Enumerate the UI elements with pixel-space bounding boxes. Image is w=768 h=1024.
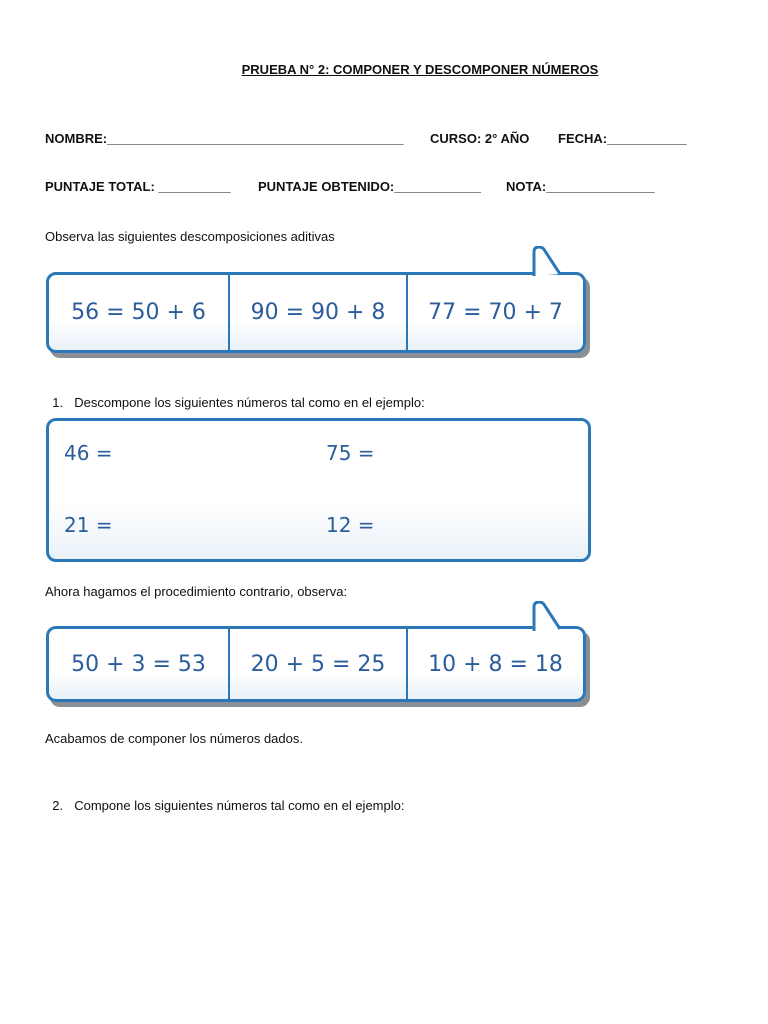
example-decomposition-3: 77 = 70 + 7 [406,275,583,350]
nota-field[interactable]: NOTA:_______________ [506,179,655,194]
curso-label: CURSO: 2° AÑO [430,131,530,146]
exercise-item-21[interactable]: 21 = [64,513,113,537]
example-composition-3: 10 + 8 = 18 [406,629,583,699]
page-title: PRUEBA N° 2: COMPONER Y DESCOMPONER NÚMEROS [241,62,599,77]
question-2 [45,783,404,813]
question-1-text: Descompone los siguientes números tal como en el ejemplo: [74,395,425,410]
exercise-item-12[interactable]: 12 = [326,513,375,537]
question-1-number: 1. [52,395,64,410]
question-2-number: 2. [52,798,64,813]
exercise-item-75[interactable]: 75 = [326,441,375,465]
question-1 [45,380,425,410]
question-2-text: Compone los siguientes números tal como en el ejemplo: [74,798,405,813]
puntaje-total-field[interactable]: PUNTAJE TOTAL: __________ [45,179,231,194]
example-decomposition-2: 90 = 90 + 8 [228,275,406,350]
example-composition-panel [46,626,586,702]
puntaje-obtenido-field[interactable]: PUNTAJE OBTENIDO:____________ [258,179,482,194]
example-composition-1: 50 + 3 = 53 [71,651,206,677]
speech-tab-icon [531,246,565,276]
example-composition-2: 20 + 5 = 25 [228,629,406,699]
conclusion-text: Acabamos de componer los números dados. [45,731,303,746]
example-decomposition-1: 56 = 50 + 6 [71,300,206,325]
exercise-item-46[interactable]: 46 = [64,441,113,465]
fecha-field[interactable]: FECHA:___________ [558,131,687,146]
speech-tab-icon [531,601,565,631]
nombre-field[interactable]: NOMBRE:_________________________________________ [45,131,404,146]
example-decomposition-panel [46,272,586,353]
intro-text-composition: Ahora hagamos el procedimiento contrario, observa: [45,584,348,599]
intro-text-decomposition: Observa las siguientes descomposiciones aditivas [45,229,335,244]
exercise-decomposition-box [46,418,591,562]
